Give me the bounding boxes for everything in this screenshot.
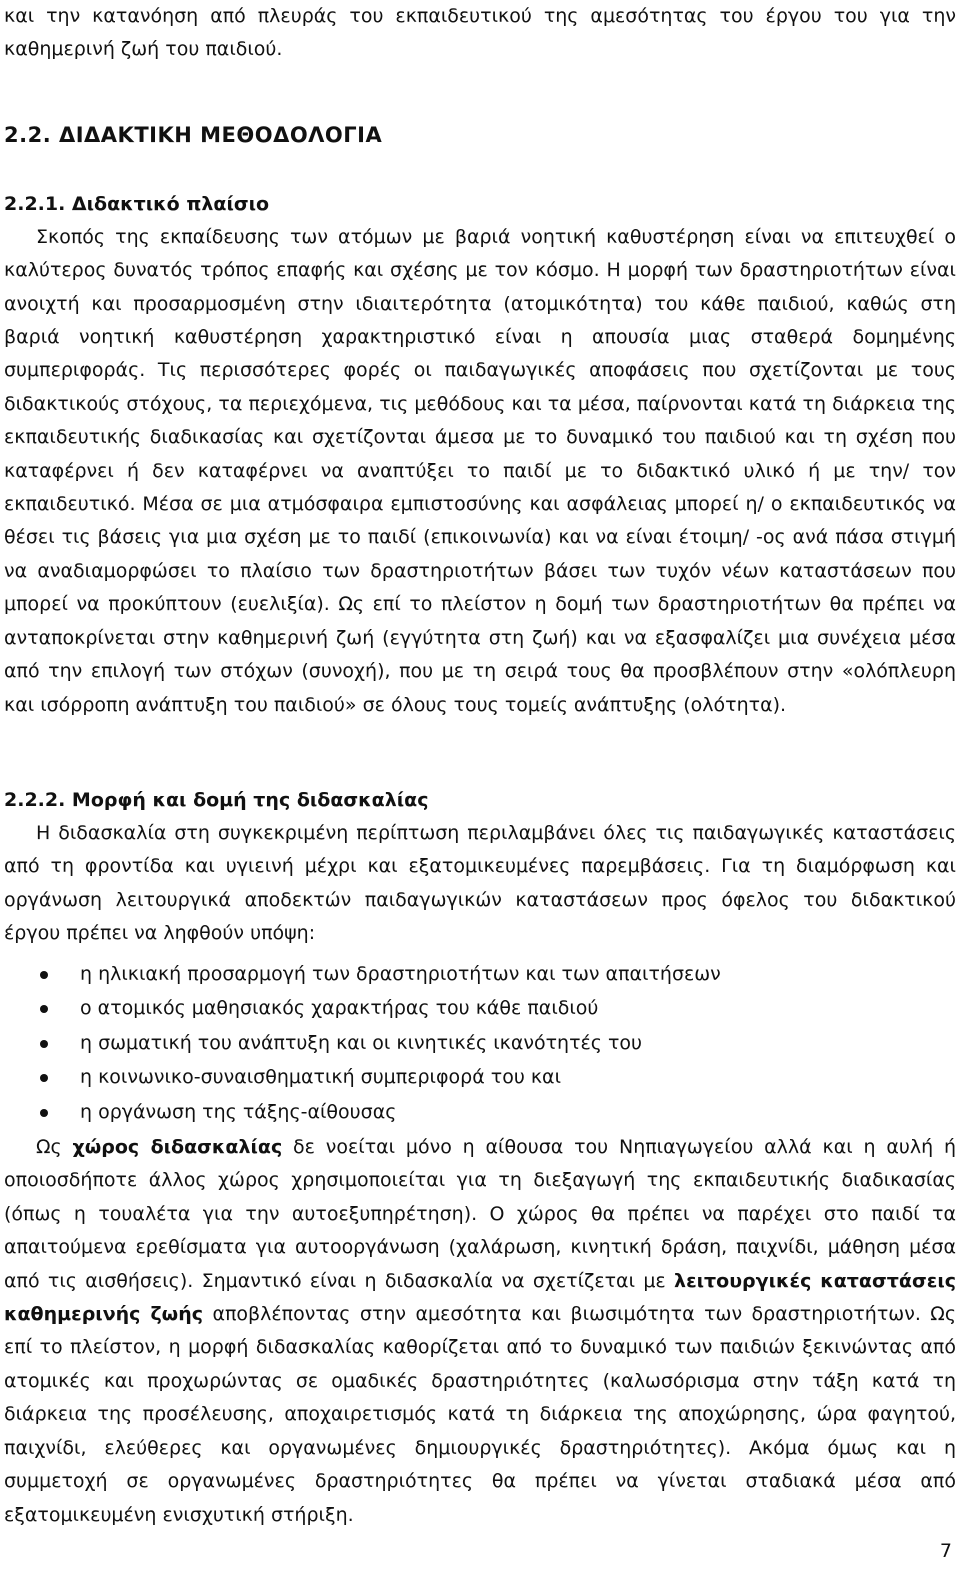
- list-item: [4, 1026, 956, 1061]
- emphasis-teaching-space: χώρος διδασκαλίας: [72, 1136, 283, 1159]
- bullet-icon: [40, 1040, 48, 1048]
- teaching-form-paragraph: Η διδασκαλία στη συγκεκριμένη περίπτωση περιλαμβάνει όλες τις παιδαγωγικές καταστάσεις από τη φροντίδα και υγιεινή μέχρι και εξατομικευμένες παρεμβάσεις. Για τη διαμόρφωση και οργάνωση λειτουργικά αποδεκτών παιδαγωγικών καταστάσεων προς όφελος του διδακτικού έργου πρέπει να ληφθούν υπόψη:: [4, 821, 956, 945]
- list-item-text: η ηλικιακή προσαρμογή των δραστηριοτήτων και των απαιτήσεων: [80, 962, 721, 985]
- list-item-text: ο ατομικός μαθησιακός χαρακτήρας του κάθε παιδιού: [80, 997, 599, 1020]
- list-item: [4, 1060, 956, 1095]
- subsection-heading-teaching-form: 2.2.2. Μορφή και δομή της διδασκαλίας: [4, 788, 429, 811]
- section-heading: 2.2. ΔΙΔΑΚΤΙΚΗ ΜΕΘΟΔΟΛΟΓΙΑ: [4, 122, 383, 147]
- list-item-text: η σωματική του ανάπτυξη και οι κινητικές ικανότητές του: [80, 1031, 643, 1054]
- bullet-icon: [40, 971, 48, 979]
- teaching-space-paragraph: [4, 1131, 956, 1532]
- list-item-text: η κοινωνικο-συναισθηματική συμπεριφορά του και: [80, 1066, 562, 1089]
- subsection-heading-didactic-framework: 2.2.1. Διδακτικό πλαίσιο: [4, 192, 270, 215]
- document-page: [4, 0, 956, 1532]
- list-item: [4, 991, 956, 1026]
- closing-text-3: αποβλέποντας στην αμεσότητα και βιωσιμότητα των δραστηριοτήτων. Ως επί το πλείστον, η μορφή διδασκαλίας καθορίζεται από το δυναμικό των παιδιών ξεκινώντας από ατομικές και προχωρώντας σε ομαδικές δραστηριότητες (καλωσόρισμα στην τάξη κατά τη διάρκεια της προσέλευσης, αποχαιρετισμός κατά τη διάρκεια της αποχώρησης, ώρα φαγητού, παιχνίδι, ελεύθερες και οργανωμένες δημιουργικές δραστηριότητες). Ακόμα όμως και η συμμετοχή σε οργανωμένες δραστηριότητες θα πρέπει να γίνεται σταδιακά μέσα από εξατομικευμένη ενισχυτική στήριξη.: [4, 1303, 956, 1526]
- intro-paragraph: και την κατανόηση από πλευράς του εκπαιδευτικού της αμεσότητας του έργου του για την καθημερινή ζωή του παιδιού.: [4, 5, 956, 61]
- considerations-list: [4, 957, 956, 1130]
- didactic-framework-paragraph: Σκοπός της εκπαίδευσης των ατόμων με βαριά νοητική καθυστέρηση είναι να επιτευχθεί ο καλύτερος δυνατός τρόπος επαφής και σχέσης με τον κόσμο. Η μορφή των δραστηριοτήτων είναι ανοιχτή και προσαρμοσμένη στην ιδιαιτερότητα (ατομικότητα) του κάθε παιδιού, καθώς στη βαριά νοητική καθυστέρηση χαρακτηριστικό είναι η απουσία μιας σταθερά δομημένης συμπεριφοράς. Τις περισσότερες φορές οι παιδαγωγικές αποφάσεις που σχετίζονται με τους διδακτικούς στόχους, τα περιεχόμενα, τις μεθόδους και τα μέσα, παίρνονται κατά τη διάρκεια της εκπαιδευτικής διαδικασίας και σχετίζονται άμεσα με το δυναμικό του παιδιού και τη σχέση που καταφέρνει ή δεν καταφέρνει να αναπτύξει το παιδί με το διδακτικό υλικό ή με την/ τον εκπαιδευτικό. Μέσα σε μια ατμόσφαιρα εμπιστοσύνης και ασφάλειας μπορεί η/ ο εκπαιδευτικός να θέσει τις βάσεις για μια σχέση με το παιδί (επικοινωνία) και να είναι έτοιμη/ -ος ανά πάσα στιγμή να αναδιαμορφώσει το πλαίσιο των δραστηριοτήτων βάσει των τυχόν νέων καταστάσεων που μπορεί να προκύπτουν (ευελιξία). Ως επί το πλείστον η δομή των δραστηριοτήτων θα πρέπει να ανταποκρίνεται στην καθημερινή ζωή (εγγύτητα στη ζωή) και να εξασφαλίζει μια συνέχεια μέσα από την επιλογή των στόχων (συνοχή), που με τη σειρά τους θα προσβλέπουν στην «ολόπλευρη και ισόρροπη ανάπτυξη του παιδιού» σε όλους τους τομείς ανάπτυξης (ολότητα).: [4, 225, 956, 716]
- page-number: 7: [939, 1540, 952, 1562]
- list-item: [4, 1095, 956, 1130]
- closing-text-2: δε νοείται μόνο η αίθουσα του Νηπιαγωγείου αλλά και η αυλή ή οποιοσδήποτε άλλος χώρος χρησιμοποιείται για τη διεξαγωγή της εκπαιδευτικής διαδικασίας (όπως η τουαλέτα για την αυτοεξυπηρέτηση). Ο χώρος θα πρέπει να παρέχει στο παιδί τα απαιτούμενα ερεθίσματα για αυτοοργάνωση (χαλάρωση, κινητική δράση, παιχνίδι, μάθηση μέσα από τις αισθήσεις). Σημαντικό είναι η διδασκαλία να σχετίζεται με: [4, 1136, 956, 1292]
- emphasis-daily-life-situations: λειτουργικές καταστάσεις καθημερινής ζωής: [4, 1269, 956, 1326]
- bullet-icon: [40, 1005, 48, 1013]
- list-item-text: η οργάνωση της τάξης-αίθουσας: [80, 1100, 397, 1123]
- list-item: [4, 957, 956, 992]
- bullet-icon: [40, 1109, 48, 1117]
- bullet-icon: [40, 1074, 48, 1082]
- closing-text-1: Ως: [36, 1136, 73, 1159]
